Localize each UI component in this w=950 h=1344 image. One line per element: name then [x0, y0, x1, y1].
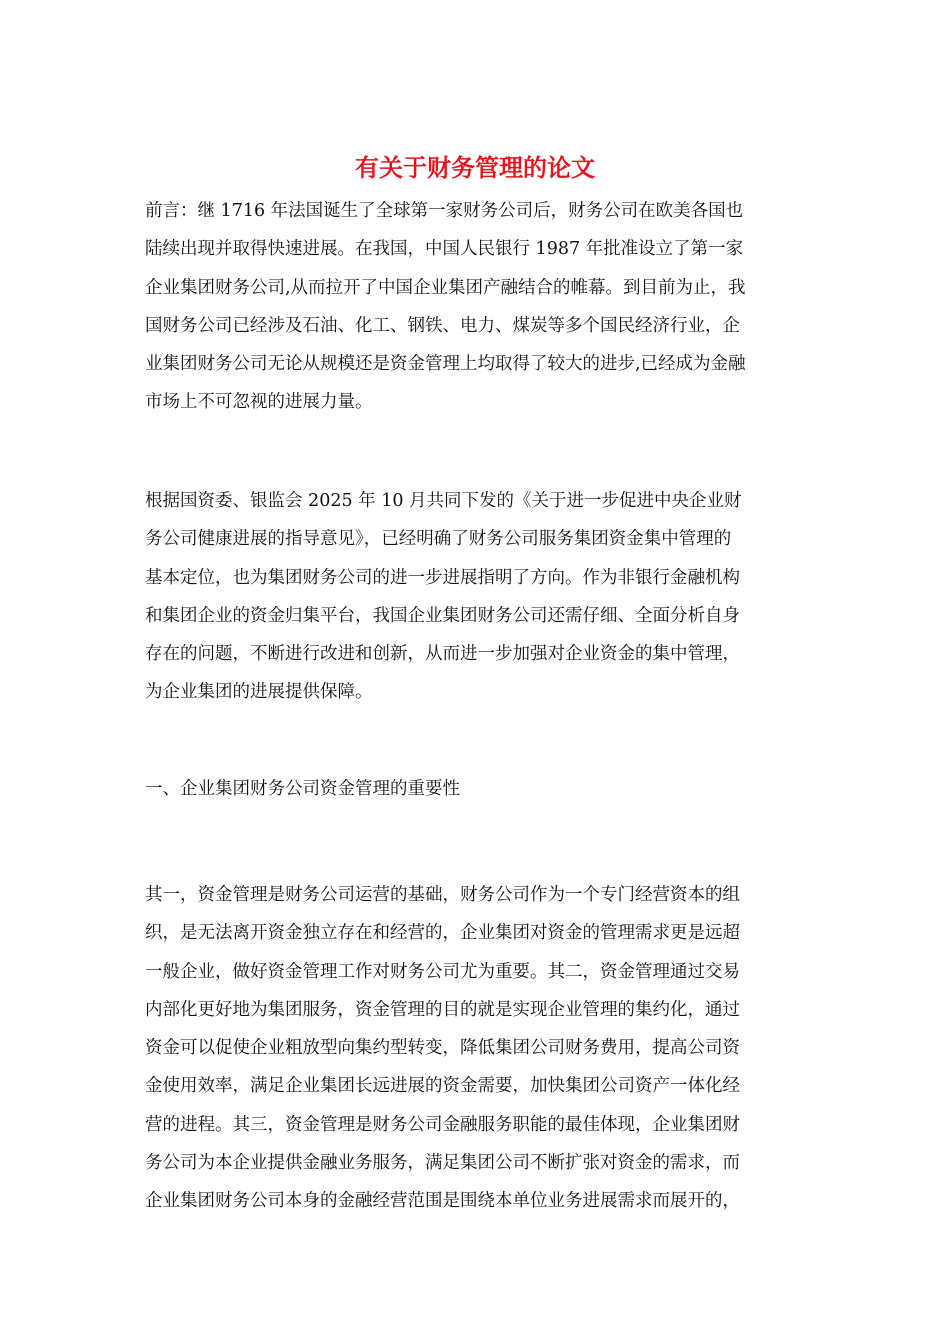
text-line: 和集团企业的资金归集平台，我国企业集团财务公司还需仔细、全面分析自身: [145, 605, 740, 626]
text-line: 为企业集团的进展提供保障。: [145, 682, 373, 703]
text-line: 基本定位，也为集团财务公司的进一步进展指明了方向。作为非银行金融机构: [145, 567, 740, 588]
text-line: 营的进程。其三，资金管理是财务公司金融服务职能的最佳体现，企业集团财: [145, 1114, 740, 1135]
text-line: 存在的问题，不断进行改进和创新，从而进一步加强对企业资金的集中管理，: [145, 644, 740, 665]
paragraph-importance: [145, 876, 807, 1221]
text-line: 市场上不可忽视的进展力量。: [145, 392, 373, 413]
text-line: 金使用效率，满足企业集团长远进展的资金需要，加快集团公司资产一体化经: [145, 1076, 740, 1097]
text-line: 企业集团财务公司本身的金融经营范围是围绕本单位业务进展需求而展开的，: [145, 1191, 740, 1212]
text-line: 资金可以促使企业粗放型向集约型转变，降低集团公司财务费用，提高公司资: [145, 1038, 740, 1059]
text-line: 务公司健康进展的指导意见》，已经明确了财务公司服务集团资金集中管理的: [145, 529, 732, 550]
text-line: 一般企业，做好资金管理工作对财务公司尤为重要。其二，资金管理通过交易: [145, 961, 740, 982]
document-title: 有关于财务管理的论文: [355, 153, 595, 182]
paragraph-preface: [145, 192, 807, 422]
text-line: 织，是无法离开资金独立存在和经营的，企业集团对资金的管理需求更是远超: [145, 923, 740, 944]
paragraph-guidance: [145, 482, 807, 712]
text-line: 务公司为本企业提供金融业务服务，满足集团公司不断扩张对资金的需求，而: [145, 1153, 740, 1174]
text-line: 根据国资委、银监会 2025 年 10 月共同下发的《关于进一步促进中央企业财: [145, 491, 742, 511]
text-line: 企业集团财务公司,从而拉开了中国企业集团产融结合的帷幕。到目前为止，我: [145, 277, 746, 298]
text-line: 一、企业集团财务公司资金管理的重要性: [145, 779, 460, 799]
text-line: 国财务公司已经涉及石油、化工、钢铁、电力、煤炭等多个国民经济行业，企: [145, 315, 740, 336]
text-line: 陆续出现并取得快速进展。在我国，中国人民银行 1987 年批准设立了第一家: [145, 239, 744, 260]
text-line: 内部化更好地为集团服务，资金管理的目的就是实现企业管理的集约化，通过: [145, 999, 740, 1020]
text-line: 前言：继 1716 年法国诞生了全球第一家财务公司后，财务公司在欧美各国也: [145, 201, 744, 221]
section-heading: [145, 770, 807, 808]
text-line: 其一，资金管理是财务公司运营的基础，财务公司作为一个专门经营资本的组: [145, 885, 740, 905]
text-line: 业集团财务公司无论从规模还是资金管理上均取得了较大的进步,已经成为金融: [145, 354, 746, 375]
